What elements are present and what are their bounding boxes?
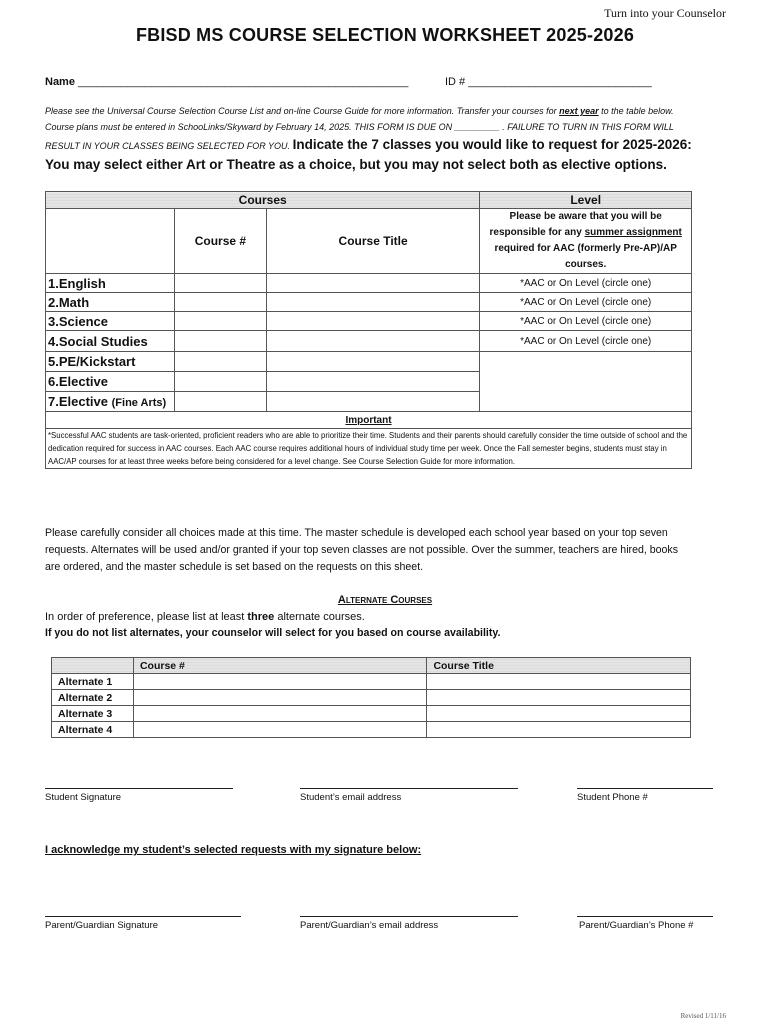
course-title-input[interactable] xyxy=(266,274,480,293)
course-number-input[interactable] xyxy=(174,372,266,392)
level-choice[interactable]: *AAC or On Level (circle one) xyxy=(480,331,692,352)
alt-course-number-input[interactable] xyxy=(133,690,426,706)
course-number-input[interactable] xyxy=(174,293,266,312)
alternate-4-label: Alternate 4 xyxy=(52,722,134,738)
alt-course-title-header: Course Title xyxy=(427,658,691,674)
subject-science: 3.Science xyxy=(46,312,175,331)
parent-signature-label: Parent/Guardian Signature xyxy=(45,920,159,931)
subject-elective: 6.Elective xyxy=(46,372,175,392)
parent-phone-label: Parent/Guardian’s Phone # xyxy=(579,920,694,931)
intro-text-1: Please see the Universal Course Selection Course List and on-line Course Guide for more information. Transfer your courses for xyxy=(45,106,560,116)
alt-course-title-input[interactable] xyxy=(427,690,691,706)
name-label: Name xyxy=(45,76,75,88)
student-email-label: Student’s email address xyxy=(300,792,402,803)
course-title-input[interactable] xyxy=(266,352,480,372)
parent-email-label: Parent/Guardian’s email address xyxy=(300,920,439,931)
level-note-1: Please be aware that you will be responsible for any xyxy=(489,211,662,238)
turn-in-note: Turn into your Counselor xyxy=(604,6,726,20)
subject-fine-arts-suffix: (Fine Arts) xyxy=(111,397,167,409)
intro-instruction: Indicate the 7 classes you would like to request for 2025-2026: You may select either Art or Theatre as a choice, but you may not select both as elective options. xyxy=(45,137,692,172)
course-number-input[interactable] xyxy=(174,392,266,412)
alternate-courses-heading: Alternate Courses xyxy=(337,594,433,606)
subject-elective-fine-arts xyxy=(46,392,175,412)
alternate-1-label: Alternate 1 xyxy=(52,674,134,690)
intro-paragraph xyxy=(45,104,695,174)
parent-signature-line[interactable] xyxy=(45,916,241,917)
course-title-input[interactable] xyxy=(266,372,480,392)
alternate-2-label: Alternate 2 xyxy=(52,690,134,706)
student-email-line[interactable] xyxy=(300,788,518,789)
aac-note: *Successful AAC students are task-oriented, proficient readers who are able to prioritize their time. Students and their parents should carefully consider the time outside of school and the dedication required for success in AAC courses. Each AAC course requires additional hours of individual study time per week. Once the Fall semester begins, students must stay in AAC/AP courses for at least three weeks before being considered for a level change. See Course Selection Guide for more information. xyxy=(46,429,692,469)
course-number-input[interactable] xyxy=(174,312,266,331)
subject-math: 2.Math xyxy=(46,293,175,312)
page-title: FBISD MS COURSE SELECTION WORKSHEET 2025-2026 xyxy=(135,25,635,45)
level-note-summer: summer assignment xyxy=(584,227,682,238)
subject-social-studies: 4.Social Studies xyxy=(46,331,175,352)
alt-course-title-input[interactable] xyxy=(427,674,691,690)
course-title-input[interactable] xyxy=(266,392,480,412)
course-title-input[interactable] xyxy=(266,293,480,312)
level-header: Level xyxy=(480,192,692,209)
level-blank-cell xyxy=(480,352,692,412)
alternates-table xyxy=(51,657,691,738)
course-title-header: Course Title xyxy=(266,209,480,274)
important-heading: Important xyxy=(46,412,692,429)
blank-header-cell xyxy=(46,209,175,274)
preference-text xyxy=(45,611,365,623)
student-signature-label: Student Signature xyxy=(45,792,122,803)
student-phone-label: Student Phone # xyxy=(577,792,648,803)
preference-three: three xyxy=(247,611,275,623)
alt-course-title-input[interactable] xyxy=(427,706,691,722)
level-note xyxy=(480,209,692,274)
course-number-input[interactable] xyxy=(174,352,266,372)
parent-email-line[interactable] xyxy=(300,916,518,917)
level-choice[interactable]: *AAC or On Level (circle one) xyxy=(480,312,692,331)
course-number-input[interactable] xyxy=(174,274,266,293)
preference-text-1: In order of preference, please list at least xyxy=(45,611,248,623)
parent-phone-line[interactable] xyxy=(577,916,713,917)
revised-date: Revised 1/11/16 xyxy=(680,1012,726,1020)
alt-course-number-input[interactable] xyxy=(133,722,426,738)
student-signature-line[interactable] xyxy=(45,788,233,789)
level-choice[interactable]: *AAC or On Level (circle one) xyxy=(480,293,692,312)
course-table xyxy=(45,191,692,469)
alt-course-number-input[interactable] xyxy=(133,706,426,722)
subject-elective-label: 7.Elective xyxy=(48,394,108,409)
alt-course-number-header: Course # xyxy=(133,658,426,674)
preference-text-2: alternate courses. xyxy=(274,611,365,623)
intro-next-year: next year xyxy=(559,106,599,116)
level-choice[interactable]: *AAC or On Level (circle one) xyxy=(480,274,692,293)
subject-pe-kickstart: 5.PE/Kickstart xyxy=(46,352,175,372)
intro-text-2: to the table below. Course plans must be entered in SchooLinks/Skyward by February 14, 2025. THIS FORM IS DUE ON _________ . FAILURE TO TURN IN THIS FORM WILL RESULT IN YOUR CLASSES BEING SELECTED FOR YOU. xyxy=(45,106,674,151)
id-label: ID # xyxy=(445,76,466,88)
consider-paragraph: Please carefully consider all choices made at this time. The master schedule is developed each school year based on your top seven requests. Alternates will be used and/or granted if your top seven classes are not possible. Over the summer, teachers are hired, books are ordered, and the master schedule is set based on the requests on this sheet. xyxy=(45,527,679,573)
id-blank: ______________________________ xyxy=(465,76,652,88)
subject-english: 1.English xyxy=(46,274,175,293)
student-phone-line[interactable] xyxy=(577,788,713,789)
alternates-warning: If you do not list alternates, your counselor will select for you based on course availability. xyxy=(45,627,501,639)
course-title-input[interactable] xyxy=(266,331,480,352)
course-title-input[interactable] xyxy=(266,312,480,331)
alternate-3-label: Alternate 3 xyxy=(52,706,134,722)
name-field[interactable] xyxy=(45,76,408,88)
alt-blank-header xyxy=(52,658,134,674)
course-number-header: Course # xyxy=(174,209,266,274)
alt-course-title-input[interactable] xyxy=(427,722,691,738)
acknowledge-statement: I acknowledge my student’s selected requests with my signature below: xyxy=(45,844,422,856)
level-note-2: required for AAC (formerly Pre-AP)/AP courses. xyxy=(494,243,677,270)
name-blank: ______________________________________________________ xyxy=(74,76,409,88)
id-field[interactable] xyxy=(445,76,652,88)
course-number-input[interactable] xyxy=(174,331,266,352)
courses-header: Courses xyxy=(46,192,480,209)
alt-course-number-input[interactable] xyxy=(133,674,426,690)
